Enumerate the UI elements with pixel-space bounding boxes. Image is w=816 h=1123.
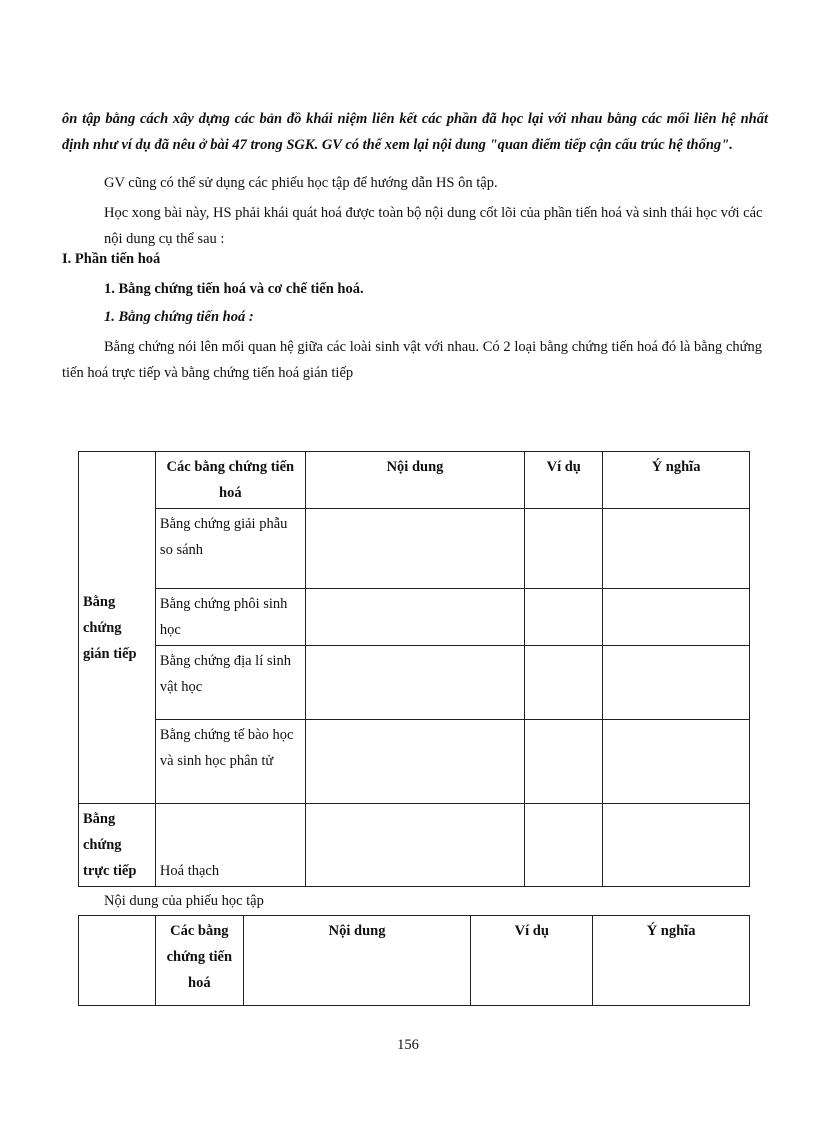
cell-empty [603, 509, 750, 589]
intro-italic-paragraph: ôn tập bằng cách xây dựng các bản đồ khái niệm liên kết các phần đã học lại với nhau bằng các mối liên hệ nhất định như ví dụ đã nêu ở bài 47 trong SGK. GV có thể xem lại nội dung "quan điểm tiếp cận cấu trúc hệ thống". [62, 111, 768, 153]
cell-empty [305, 509, 525, 589]
worksheet-table [78, 915, 750, 1006]
cell-empty [305, 720, 525, 804]
subheading: 1. Bằng chứng tiến hoá và cơ chế tiến hoá. [104, 281, 364, 297]
cell-empty [525, 720, 603, 804]
section-body: Bằng chứng nói lên mối quan hệ giữa các loài sinh vật với nhau. Có 2 loại bằng chứng tiến hoá đó là bằng chứng tiến hoá trực tiếp và bằng chứng tiến hoá gián tiếp [62, 339, 762, 381]
cell-empty [525, 804, 603, 887]
cell-empty [603, 646, 750, 720]
group-indirect: Bằng chứng gián tiếp [79, 452, 156, 804]
cell-empty [525, 646, 603, 720]
header-meaning: Ý nghĩa [603, 452, 750, 509]
cell-empty [525, 509, 603, 589]
cell-empty [603, 804, 750, 887]
cell-empty [603, 589, 750, 646]
cell-empty [603, 720, 750, 804]
row-biogeography: Bằng chứng địa lí sinh vật học [155, 646, 305, 720]
header-evidence: Các bằng chứng tiến hoá [155, 452, 305, 509]
row-embryology: Bằng chứng phôi sinh học [155, 589, 305, 646]
cell-empty [305, 589, 525, 646]
page-number: 156 [397, 1037, 419, 1053]
cell-empty [79, 916, 156, 1006]
header-content: Nội dung [305, 452, 525, 509]
evidence-table [78, 451, 750, 887]
ws-header-meaning: Ý nghĩa [593, 916, 750, 1006]
cell-empty [305, 646, 525, 720]
summary-paragraph: Học xong bài này, HS phải khái quát hoá được toàn bộ nội dung cốt lõi của phần tiến hoá và sinh thái học với các nội dung cụ thể sau : [104, 205, 763, 247]
section-heading: I. Phần tiến hoá [62, 251, 161, 267]
subsub-heading: 1. Bằng chứng tiến hoá : [104, 309, 254, 325]
ws-header-content: Nội dung [243, 916, 471, 1006]
header-example: Ví dụ [525, 452, 603, 509]
group-direct: Bằng chứng trực tiếp [79, 804, 156, 887]
ws-header-evidence: Các bằng chứng tiến hoá [155, 916, 243, 1006]
cell-empty [305, 804, 525, 887]
row-fossil: Hoá thạch [155, 804, 305, 887]
row-cell-molecular: Bằng chứng tế bào học và sinh học phân tử [155, 720, 305, 804]
row-comparative-anatomy: Bằng chứng giải phẫu so sánh [155, 509, 305, 589]
table2-caption: Nội dung của phiếu học tập [104, 893, 264, 909]
ws-header-example: Ví dụ [471, 916, 593, 1006]
cell-empty [525, 589, 603, 646]
gv-note-paragraph: GV cũng có thể sử dụng các phiếu học tập để hướng dẫn HS ôn tập. [104, 175, 498, 191]
